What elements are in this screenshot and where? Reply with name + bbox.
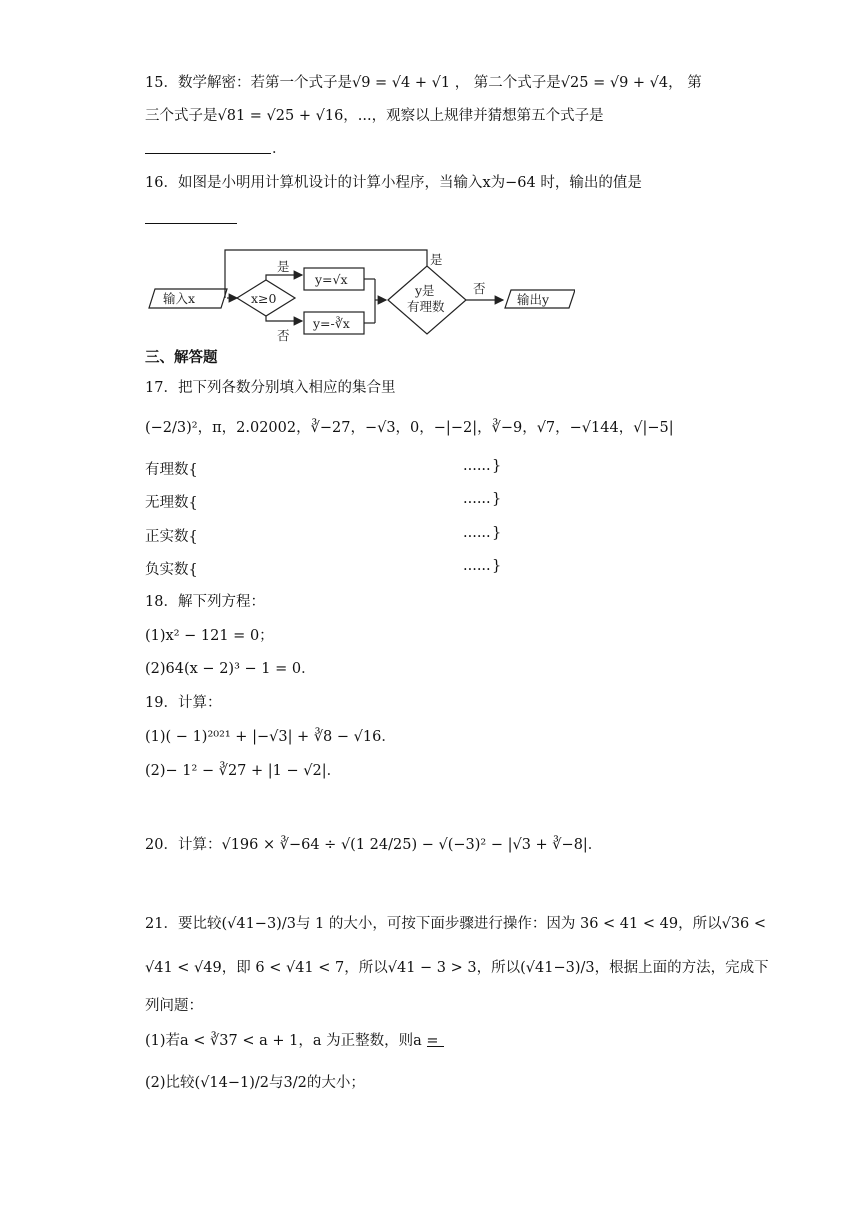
q17-numbers: (−2/3)²，π，2.02002，∛−27，−√3，0，−|−2|，∛−9，√7，−√144，√|−5|: [145, 420, 674, 436]
set-dots: ......: [463, 458, 491, 474]
q18-prompt: 18．解下列方程：: [145, 594, 265, 610]
set-label: 负实数{: [145, 562, 198, 578]
q17-prompt: 17．把下列各数分别填入相应的集合里: [145, 380, 396, 396]
flow-check-yes-label: 是: [430, 252, 443, 267]
flow-yes-label: 是: [277, 259, 290, 274]
q21-answer-blank: [427, 1046, 444, 1047]
q15-line2: 三个式子是√81 = √25 + √16，...，观察以上规律并猜想第五个式子是: [145, 108, 604, 124]
set-dots: ......: [463, 525, 491, 541]
q21-part1: (1)若a < ∛37 < a + 1，a 为正整数，则a =: [145, 1033, 439, 1049]
set-dots: ......: [463, 491, 491, 507]
flow-bottom-formula: y=-∛x: [313, 316, 350, 331]
flow-input-label: 输入x: [163, 291, 196, 306]
q18-part1: (1)x² − 121 = 0；: [145, 628, 274, 644]
flow-condition-label: x≥0: [251, 291, 277, 306]
q19-prompt: 19．计算：: [145, 695, 222, 711]
q21-part2: (2)比较(√14−1)/2与3/2的大小；: [145, 1075, 365, 1091]
set-close: }: [492, 491, 502, 507]
flowchart-diagram: [145, 244, 575, 344]
set-close: }: [492, 525, 502, 541]
set-row-negative: [145, 558, 505, 579]
q15-answer-blank: [145, 153, 271, 154]
q21-line1: 21．要比较(√41−3)/3与 1 的大小，可按下面步骤进行操作：因为 36 < 41 < 49，所以√36 <: [145, 916, 767, 932]
set-row-positive: [145, 525, 505, 546]
set-dots: ......: [463, 558, 491, 574]
flow-top-formula: y=√x: [315, 272, 348, 287]
flow-check-line1: y是: [415, 283, 435, 298]
set-close: }: [492, 458, 502, 474]
q19-part1: (1)( − 1)²⁰²¹ + |−√3| + ∛8 − √16．: [145, 729, 396, 745]
set-row-irrational: [145, 491, 505, 512]
set-label: 有理数{: [145, 462, 198, 478]
q15-period: ．: [272, 141, 287, 157]
flow-output-label: 输出y: [517, 292, 550, 307]
q20-text: 20．计算：√196 × ∛−64 ÷ √(1 24/25) − √(−3)² − |√3 + ∛−8|．: [145, 837, 603, 853]
q16-answer-blank: [145, 223, 237, 224]
q21-line3: 列问题：: [145, 998, 203, 1014]
set-label: 无理数{: [145, 495, 198, 511]
q15-line1: 15．数学解密：若第一个式子是√9 = √4 + √1 ， 第二个式子是√25 = √9 + √4， 第: [145, 75, 702, 91]
set-close: }: [492, 558, 502, 574]
set-row-rational: [145, 458, 505, 479]
set-label: 正实数{: [145, 529, 198, 545]
q16-line1: 16．如图是小明用计算机设计的计算小程序，当输入x为−64 时，输出的值是: [145, 175, 642, 191]
flow-check-no-label: 否: [473, 281, 486, 296]
q19-part2: (2)− 1² − ∛27 + |1 − √2|．: [145, 763, 342, 779]
q21-line2: √41 < √49，即 6 < √41 < 7，所以√41 − 3 > 3，所以(√41−3)/3，根据上面的方法，完成下: [145, 960, 769, 976]
section-title: 三、解答题: [145, 349, 218, 366]
flow-check-line2: 有理数: [407, 299, 445, 314]
flow-no-label: 否: [277, 328, 290, 343]
q18-part2: (2)64(x − 2)³ − 1 = 0．: [145, 661, 316, 677]
